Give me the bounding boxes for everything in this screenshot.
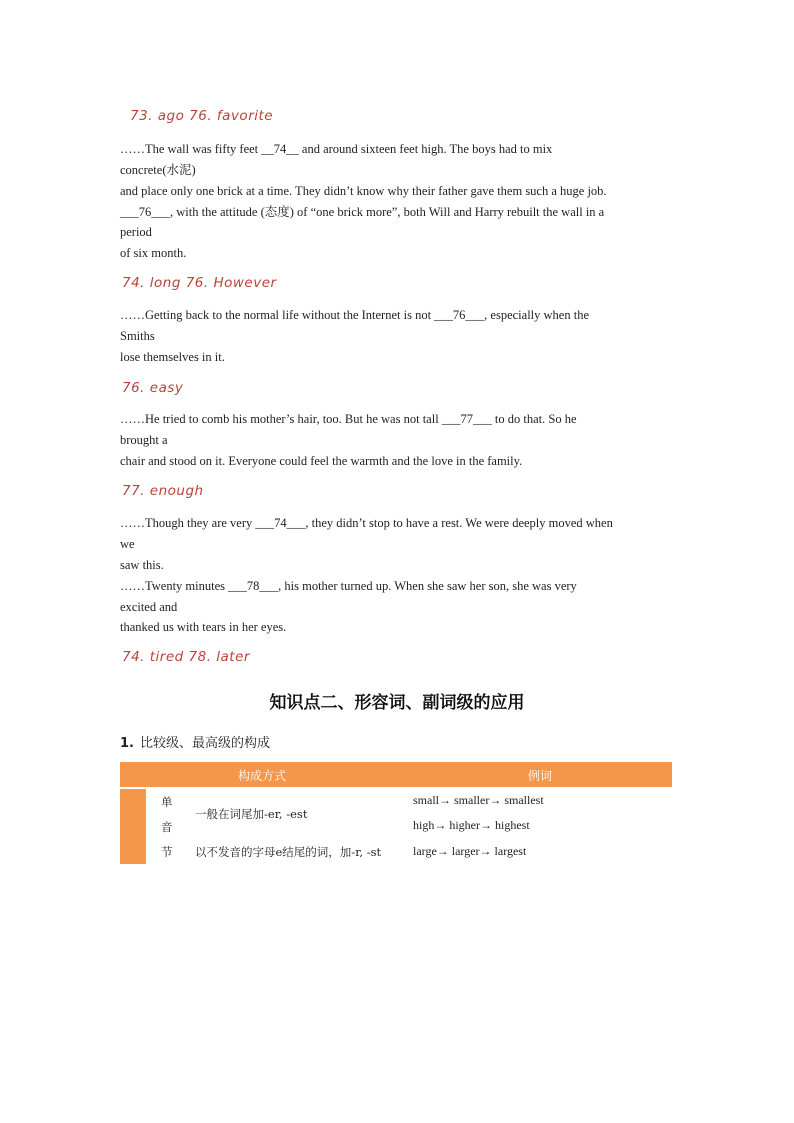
side-label-3: 节: [161, 845, 173, 859]
example-1: small→ smaller→ smallest: [413, 793, 544, 807]
passage3-line1: ……He tried to comb his mother’s hair, too. But he was not tall ___77___ to do that. So he: [120, 412, 577, 426]
subheading: [120, 732, 270, 751]
passage3-line2: brought a: [120, 433, 168, 447]
passage4-line5: excited and: [120, 600, 178, 614]
answer-key-3: 76. easy: [122, 380, 184, 396]
side-label-1: 单: [161, 795, 173, 809]
subheading-number: 1.: [120, 736, 134, 751]
rule-2: 以不发音的字母e结尾的词，加-r, -st: [195, 845, 382, 859]
rule-1: 一般在词尾加-er, -est: [195, 807, 308, 821]
passage4-line2: we: [120, 537, 135, 551]
passage4-line6: thanked us with tears in her eyes.: [120, 620, 287, 634]
example-3: large→ larger→ largest: [413, 844, 527, 858]
passage3-line3: chair and stood on it. Everyone could feel the warmth and the love in the family.: [120, 454, 523, 468]
passage2-line1: ……Getting back to the normal life without the Internet is not ___76___, especially when the: [120, 308, 589, 322]
table-side-bar: [120, 789, 146, 864]
side-label-2: 音: [161, 820, 173, 834]
answer-key-1: 73. ago 76. favorite: [130, 108, 274, 124]
passage1-line6: of six month.: [120, 246, 187, 260]
passage1-line3: and place only one brick at a time. They didn’t know why their father gave them such a huge job.: [120, 184, 607, 198]
header-example: 例词: [528, 769, 553, 783]
header-method: 构成方式: [238, 769, 287, 783]
passage1-line1: ……The wall was fifty feet __74__ and around sixteen feet high. The boys had to mix: [120, 142, 553, 156]
subheading-text: 比较级、最高级的构成: [139, 736, 270, 751]
passage4-line1: ……Though they are very ___74___, they didn’t stop to have a rest. We were deeply moved when: [120, 516, 613, 530]
passage4-line4: ……Twenty minutes ___78___, his mother turned up. When she saw her son, she was very: [120, 579, 577, 593]
passage1-line5: period: [120, 225, 152, 239]
answer-key-4: 77. enough: [122, 483, 204, 499]
example-2: high→ higher→ highest: [413, 818, 530, 832]
passage2-line3: lose themselves in it.: [120, 350, 225, 364]
answer-key-5: 74. tired 78. later: [122, 649, 250, 665]
answer-key-2: 74. long 76. However: [122, 275, 277, 291]
table-header: [120, 762, 672, 787]
passage4-line3: saw this.: [120, 558, 164, 572]
passage2-line2: Smiths: [120, 329, 155, 343]
passage1-line2: concrete(水泥): [120, 163, 196, 177]
passage1-line4: ___76___, with the attitude (态度) of “one brick more”, both Will and Harry rebuilt the wall in a: [120, 205, 605, 219]
section-title: 知识点二、形容词、副词级的应用: [269, 693, 525, 713]
